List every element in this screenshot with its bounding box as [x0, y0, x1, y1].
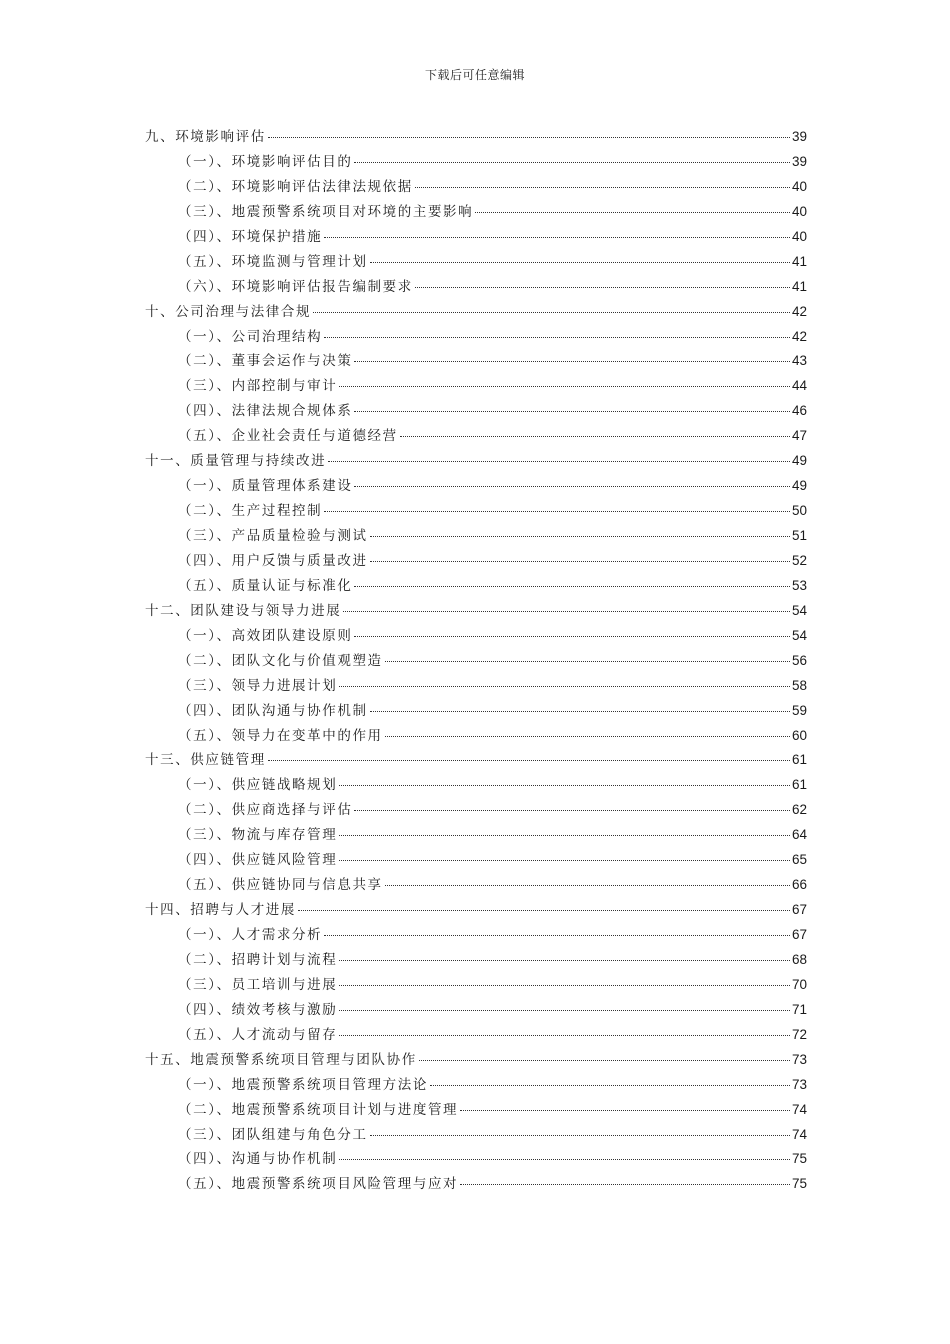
toc-entry-page-number: 53 [791, 577, 807, 593]
toc-entry-title: （五）、质量认证与标准化 [178, 577, 353, 594]
toc-entry-page-number: 39 [791, 153, 807, 169]
toc-entry-page-number: 40 [791, 228, 807, 244]
toc-entry-title: （五）、供应链协同与信息共享 [178, 877, 383, 894]
toc-dot-leader [400, 436, 790, 437]
toc-entry-title: （二）、招聘计划与流程 [178, 951, 338, 968]
toc-entry-page-number: 61 [791, 752, 807, 768]
toc-entry-page-number: 73 [791, 1076, 807, 1092]
toc-entry-title: （三）、团队组建与角色分工 [178, 1126, 368, 1143]
toc-dot-leader [354, 586, 790, 587]
toc-entry-page-number: 49 [791, 478, 807, 494]
toc-section-entry[interactable] [145, 1147, 807, 1172]
toc-entry-title: （三）、领导力进展计划 [178, 677, 338, 694]
toc-dot-leader [339, 686, 790, 687]
toc-dot-leader [324, 337, 790, 338]
toc-section-entry[interactable] [145, 649, 807, 674]
toc-dot-leader [339, 785, 790, 786]
toc-dot-leader [339, 386, 790, 387]
toc-section-entry[interactable] [145, 250, 807, 275]
toc-entry-title: （二）、供应商选择与评估 [178, 802, 353, 819]
toc-entry-title: （一）、公司治理结构 [178, 328, 323, 345]
toc-section-entry[interactable] [145, 624, 807, 649]
toc-section-entry[interactable] [145, 674, 807, 699]
toc-dot-leader [339, 985, 790, 986]
toc-entry-page-number: 47 [791, 428, 807, 444]
toc-entry-page-number: 75 [791, 1176, 807, 1192]
toc-section-entry[interactable] [145, 474, 807, 499]
toc-entry-title: （三）、内部控制与审计 [178, 378, 338, 395]
toc-dot-leader [354, 411, 790, 412]
toc-entry-page-number: 43 [791, 353, 807, 369]
toc-dot-leader [339, 1010, 790, 1011]
toc-section-entry[interactable] [145, 549, 807, 574]
toc-entry-title: 十一、质量管理与持续改进 [145, 453, 327, 470]
toc-entry-title: （五）、环境监测与管理计划 [178, 253, 368, 270]
toc-dot-leader [475, 212, 790, 213]
toc-entry-page-number: 74 [791, 1126, 807, 1142]
toc-entry-page-number: 41 [791, 278, 807, 294]
toc-section-entry[interactable] [145, 973, 807, 998]
page-header-note: 下载后可任意编辑 [424, 68, 525, 82]
toc-dot-leader [354, 810, 790, 811]
toc-entry-page-number: 59 [791, 702, 807, 718]
toc-entry-title: （一）、质量管理体系建设 [178, 478, 353, 495]
toc-chapter-entry[interactable] [145, 748, 807, 773]
toc-entry-page-number: 74 [791, 1101, 807, 1117]
toc-entry-page-number: 44 [791, 378, 807, 394]
toc-entry-title: （四）、供应链风险管理 [178, 852, 338, 869]
toc-entry-page-number: 46 [791, 403, 807, 419]
toc-entry-page-number: 52 [791, 552, 807, 568]
toc-entry-page-number: 73 [791, 1051, 807, 1067]
toc-dot-leader [370, 561, 790, 562]
toc-section-entry[interactable] [145, 499, 807, 524]
toc-entry-title: （二）、董事会运作与决策 [178, 353, 353, 370]
toc-entry-page-number: 58 [791, 677, 807, 693]
toc-entry-title: 九、环境影响评估 [145, 129, 266, 145]
toc-entry-page-number: 67 [791, 927, 807, 942]
toc-dot-leader [339, 1035, 790, 1036]
toc-entry-page-number: 54 [791, 602, 807, 618]
toc-dot-leader [415, 187, 790, 188]
toc-entry-page-number: 64 [791, 827, 807, 843]
toc-section-entry[interactable] [145, 724, 807, 749]
toc-dot-leader [385, 885, 790, 886]
toc-dot-leader [460, 1110, 790, 1111]
toc-entry-title: （三）、产品质量检验与测试 [178, 528, 368, 544]
toc-section-entry[interactable] [145, 798, 807, 823]
toc-entry-page-number: 50 [791, 503, 807, 519]
toc-section-entry[interactable] [145, 823, 807, 848]
toc-section-entry[interactable] [145, 399, 807, 424]
toc-dot-leader [324, 511, 790, 512]
toc-section-entry[interactable] [145, 524, 807, 549]
toc-chapter-entry[interactable] [145, 599, 807, 624]
toc-entry-title: （三）、地震预警系统项目对环境的主要影响 [178, 203, 474, 220]
toc-entry-page-number: 40 [791, 203, 807, 219]
toc-section-entry[interactable] [145, 699, 807, 724]
toc-entry-title: （四）、环境保护措施 [178, 228, 323, 245]
toc-chapter-entry[interactable] [145, 125, 807, 150]
toc-dot-leader [370, 711, 790, 712]
toc-entry-title: （三）、员工培训与进展 [178, 976, 338, 993]
toc-dot-leader [460, 1184, 790, 1185]
toc-entry-title: （二）、生产过程控制 [178, 503, 323, 520]
toc-entry-title: （五）、人才流动与留存 [178, 1026, 338, 1043]
toc-entry-page-number: 60 [791, 727, 807, 743]
toc-section-entry[interactable] [145, 923, 807, 948]
toc-chapter-entry[interactable] [145, 449, 807, 474]
toc-dot-leader [419, 1060, 790, 1061]
toc-section-entry[interactable] [145, 225, 807, 250]
table-of-contents [145, 125, 807, 1197]
toc-dot-leader [328, 461, 790, 462]
toc-entry-page-number: 61 [791, 777, 807, 793]
toc-dot-leader [343, 611, 790, 612]
toc-entry-page-number: 71 [791, 1001, 807, 1017]
toc-entry-page-number: 67 [791, 902, 807, 918]
toc-entry-title: （四）、用户反馈与质量改进 [178, 552, 368, 569]
toc-dot-leader [268, 760, 790, 761]
toc-entry-title: （四）、团队沟通与协作机制 [178, 702, 368, 719]
toc-section-entry[interactable] [145, 1023, 807, 1048]
toc-entry-title: 十二、团队建设与领导力进展 [145, 602, 342, 619]
toc-dot-leader [370, 536, 790, 537]
toc-chapter-entry[interactable] [145, 898, 807, 923]
toc-dot-leader [339, 960, 790, 961]
toc-entry-page-number: 68 [791, 951, 807, 967]
toc-entry-page-number: 65 [791, 852, 807, 868]
toc-entry-title: （六）、环境影响评估报告编制要求 [178, 278, 413, 295]
toc-section-entry[interactable] [145, 948, 807, 973]
toc-dot-leader [298, 910, 790, 911]
toc-entry-title: （一）、人才需求分析 [178, 927, 323, 943]
toc-entry-title: （一）、地震预警系统项目管理方法论 [178, 1076, 428, 1093]
toc-entry-title: 十四、招聘与人才进展 [145, 902, 296, 919]
toc-entry-title: （五）、地震预警系统项目风险管理与应对 [178, 1176, 459, 1193]
toc-section-entry[interactable] [145, 574, 807, 599]
toc-dot-leader [354, 486, 790, 487]
toc-dot-leader [370, 1135, 790, 1136]
toc-entry-page-number: 40 [791, 178, 807, 194]
toc-entry-title: （一）、高效团队建设原则 [178, 627, 353, 644]
toc-section-entry[interactable] [145, 424, 807, 449]
toc-dot-leader [415, 287, 790, 288]
toc-dot-leader [268, 137, 790, 138]
toc-entry-title: （五）、企业社会责任与道德经营 [178, 428, 398, 445]
toc-entry-title: （一）、环境影响评估目的 [178, 153, 353, 170]
toc-entry-title: （二）、地震预警系统项目计划与进度管理 [178, 1101, 459, 1118]
toc-entry-page-number: 62 [791, 802, 807, 818]
toc-dot-leader [324, 237, 790, 238]
toc-entry-page-number: 42 [791, 328, 807, 344]
toc-entry-title: （二）、团队文化与价值观塑造 [178, 652, 383, 669]
toc-section-entry[interactable] [145, 1073, 807, 1098]
toc-section-entry[interactable] [145, 1123, 807, 1148]
toc-dot-leader [313, 312, 790, 313]
toc-entry-page-number: 56 [791, 652, 807, 668]
toc-dot-leader [430, 1085, 790, 1086]
toc-entry-title: 十五、地震预警系统项目管理与团队协作 [145, 1051, 417, 1068]
toc-chapter-entry[interactable] [145, 300, 807, 325]
toc-dot-leader [354, 361, 790, 362]
toc-section-entry[interactable] [145, 349, 807, 374]
toc-dot-leader [370, 262, 790, 263]
toc-dot-leader [339, 835, 790, 836]
toc-dot-leader [339, 1159, 790, 1160]
toc-dot-leader [324, 935, 790, 936]
toc-entry-title: （一）、供应链战略规划 [178, 777, 338, 794]
toc-entry-title: 十、公司治理与法律合规 [145, 303, 312, 320]
toc-section-entry[interactable] [145, 773, 807, 798]
toc-entry-page-number: 75 [791, 1151, 807, 1167]
toc-dot-leader [354, 636, 790, 637]
toc-section-entry[interactable] [145, 1098, 807, 1123]
toc-dot-leader [385, 661, 790, 662]
toc-chapter-entry[interactable] [145, 1048, 807, 1073]
toc-entry-title: （四）、沟通与协作机制 [178, 1151, 338, 1168]
toc-section-entry[interactable] [145, 200, 807, 225]
toc-entry-page-number: 49 [791, 453, 807, 469]
toc-entry-title: 十三、供应链管理 [145, 752, 266, 769]
toc-entry-page-number: 72 [791, 1026, 807, 1042]
toc-entry-page-number: 39 [791, 129, 807, 144]
toc-entry-page-number: 41 [791, 253, 807, 269]
toc-section-entry[interactable] [145, 275, 807, 300]
toc-entry-title: （四）、法律法规合规体系 [178, 403, 353, 420]
toc-dot-leader [339, 860, 790, 861]
toc-entry-title: （五）、领导力在变革中的作用 [178, 727, 383, 744]
toc-entry-title: （三）、物流与库存管理 [178, 827, 338, 844]
toc-entry-page-number: 42 [791, 303, 807, 319]
toc-dot-leader [354, 162, 790, 163]
toc-section-entry[interactable] [145, 325, 807, 350]
toc-dot-leader [385, 736, 790, 737]
toc-entry-page-number: 70 [791, 976, 807, 992]
toc-section-entry[interactable] [145, 150, 807, 175]
toc-entry-page-number: 66 [791, 877, 807, 893]
toc-section-entry[interactable] [145, 998, 807, 1023]
toc-section-entry[interactable] [145, 1172, 807, 1197]
toc-entry-title: （四）、绩效考核与激励 [178, 1001, 338, 1018]
toc-section-entry[interactable] [145, 848, 807, 873]
toc-section-entry[interactable] [145, 873, 807, 898]
toc-section-entry[interactable] [145, 374, 807, 399]
toc-entry-page-number: 51 [791, 528, 807, 543]
toc-entry-title: （二）、环境影响评估法律法规依据 [178, 178, 413, 195]
toc-entry-page-number: 54 [791, 627, 807, 643]
toc-section-entry[interactable] [145, 175, 807, 200]
